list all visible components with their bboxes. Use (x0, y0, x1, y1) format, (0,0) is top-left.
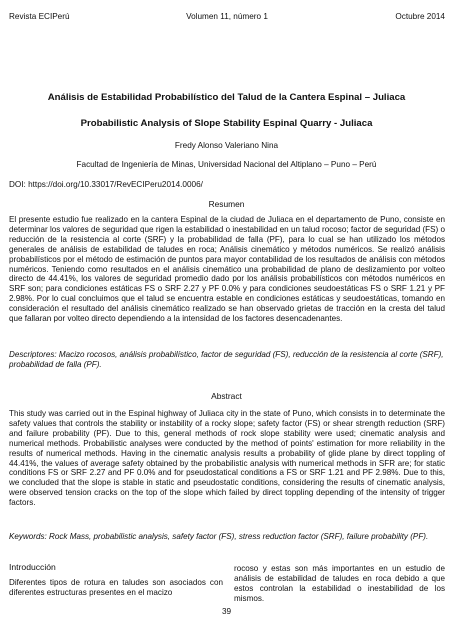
left-column (9, 562, 223, 598)
volume-issue: Volumen 11, número 1 (186, 12, 268, 21)
keywords-text: Keywords: Rock Mass, probabilistic analysis, safety factor (FS), stress reduction factor (SRF), failure probability (PF). (9, 532, 429, 541)
right-column (234, 564, 445, 604)
resumen-text: El presente estudio fue realizado en la cantera Espinal de la ciudad de Juliaca en el departamento de Puno, consiste en determinar los valores de seguridad que rigen la estabilidad o inestabilidad en un talud rocoso; factor de seguridad (FS) o reducción de la resistencia al corte (SRF) y la probabilidad de falla (PF), para lo cual se han utilizado los métodos generales de análisis de estabilidad de taludes en roca; Análisis cinemático y métodos numéricos. Se realizó análisis probabilísticos por el método de estimación de puntos para mayor contabilidad de los resultados de análisis con métodos numéricos. Teniendo como resultados en el análisis cinemático una probabilidad de plano de deslizamiento por volteo directo de 44.41%, los valores de seguridad promedio dado por los análisis probabilísticos con métodos numéricos en SRF son; para condiciones estáticas FS o SRF 2.27 y PF 0.0% y para condiciones seudoestáticas FS o SRF 1.21 y PF 2.98%. Por lo cual concluimos que el talud se encuentra estable en condiciones estáticas y seudoestáticas, tomando en consideración el resultado del análisis cinemático realizado se han observado grietas de tracción en la cresta del talud que fallaran por volteo directo dependiendo a la intensidad de los factores desencadenantes. (9, 215, 445, 324)
issue-date: Octubre 2014 (395, 12, 445, 21)
author-affiliation: Facultad de Ingeniería de Minas, Universidad Nacional del Altiplano – Puno – Perú (76, 160, 377, 169)
descriptores-text: Descriptores: Macizo rocosos, análisis probabilístico, factor de seguridad (FS), reducción de la resistencia al corte (SRF), probabilidad de falla (PF). (9, 350, 444, 369)
resumen-heading: Resumen (208, 199, 245, 209)
page-number: 39 (221, 607, 232, 616)
journal-name: Revista ECIPerú (9, 12, 70, 21)
abstract-heading: Abstract (211, 391, 242, 401)
introduccion-left-text: Diferentes tipos de rotura en taludes son asociados con diferentes estructuras presentes en el macizo (9, 578, 223, 597)
doi-link[interactable]: DOI: https://doi.org/10.33017/RevECIPeru2014.0006/ (9, 180, 203, 189)
running-header (9, 12, 445, 24)
title-english: Probabilistic Analysis of Slope Stability Espinal Quarry - Juliaca (80, 118, 373, 129)
title-spanish: Análisis de Estabilidad Probabilístico del Talud de la Cantera Espinal – Juliaca (47, 92, 406, 103)
author-name: Fredy Alonso Valeriano Nina (174, 141, 279, 150)
introduccion-heading: Introducción (9, 562, 56, 572)
introduccion-right-text: rocoso y estas son más importantes en un estudio de análisis de estabilidad de taludes en roca debido a que estos controlan la estabilidad o inestabilidad de los mismos. (234, 564, 445, 603)
abstract-text: This study was carried out in the Espinal highway of Juliaca city in the state of Puno, which consists in to determinate the safety values that controls the stability or instability of a rocky slope; safety factor (FS) or shear strength reduction (SRF) and failure probability (PF). Due to this, general methods of rock slope stability were used; cinematic analysis and numerical methods. Probabilistic analyses were conducted by the method of points' estimation for more reliability in the results of numerical methods. Having in the cinematic analysis results a probability of glide plane by direct toppling of 44.41%, the values of average safety obtained by the probabilistic analysis with numerical methods in SFR are; for static conditions FS or SRF 2.27 and PF 0.0% and for pseudostatical conditions a FS or SRF 1.21 and PF 2.98%. Due to this, we concluded that the slope is stable in static and pseudostatic conditions, considering the results of cinematic analysis, were observed tension cracks on the top of the slope which failed by direct toppling depending of the intensity of trigger factors. (9, 409, 445, 508)
